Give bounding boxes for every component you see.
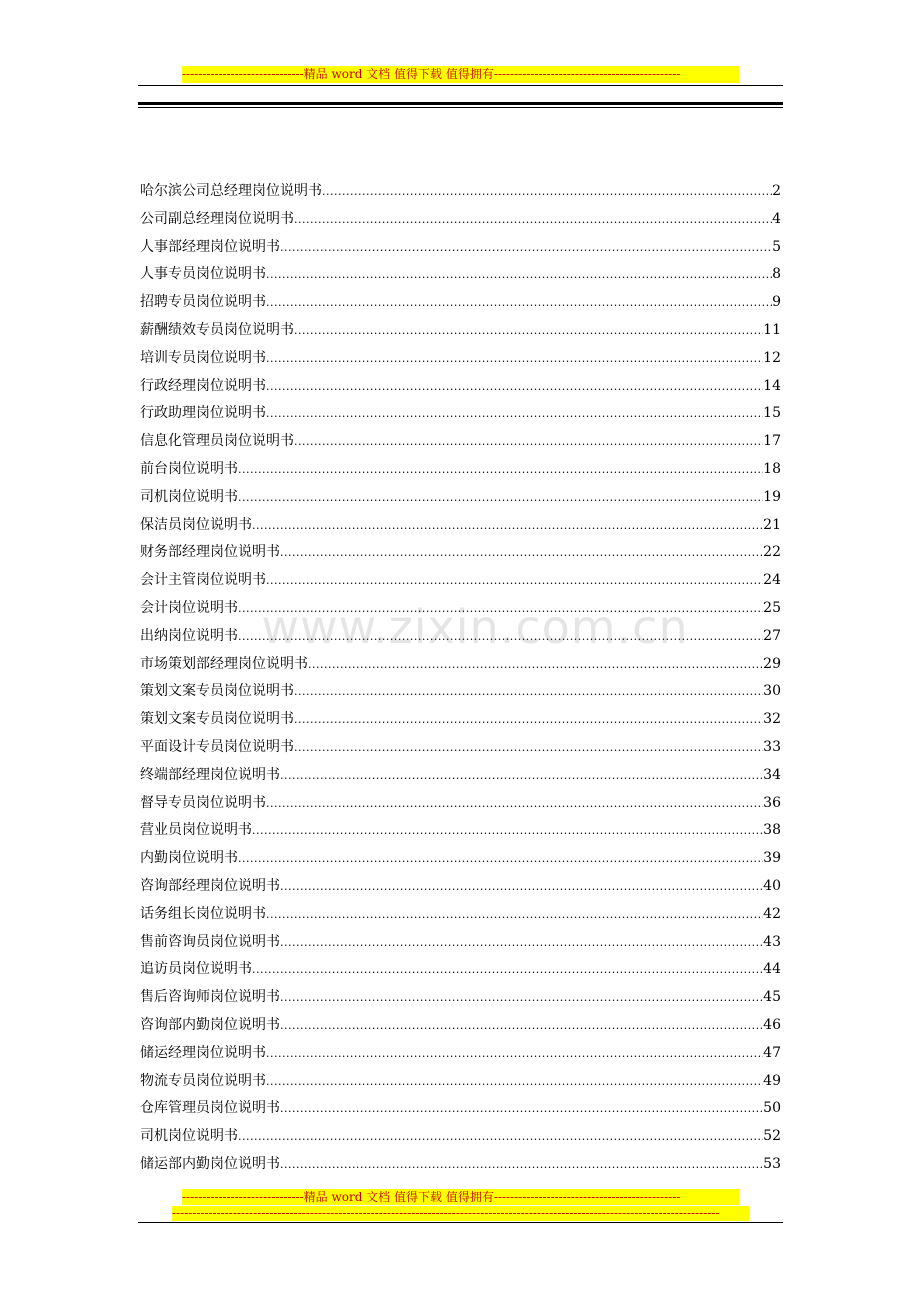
toc-entry-title[interactable]: 咨询部内勤岗位说明书 bbox=[140, 1016, 280, 1033]
toc-entry-title[interactable]: 培训专员岗位说明书 bbox=[140, 349, 266, 366]
toc-entry-title[interactable]: 营业员岗位说明书 bbox=[140, 822, 252, 839]
toc-entry-title[interactable]: 哈尔滨公司总经理岗位说明书 bbox=[140, 183, 322, 199]
toc-entry-title[interactable]: 司机岗位说明书 bbox=[140, 488, 238, 505]
toc-entry-page-number: 34 bbox=[763, 766, 781, 783]
toc-dot-leader bbox=[294, 317, 763, 345]
toc-dot-leader bbox=[308, 651, 763, 679]
toc-dot-leader bbox=[266, 345, 763, 373]
table-of-contents bbox=[140, 178, 781, 1179]
toc-entry-page-number: 25 bbox=[763, 599, 781, 616]
toc-entry-page-number: 21 bbox=[763, 516, 781, 533]
toc-entry-title[interactable]: 司机岗位说明书 bbox=[140, 1128, 238, 1145]
toc-dot-leader bbox=[238, 456, 763, 484]
toc-dot-leader bbox=[294, 678, 763, 706]
toc-dot-leader bbox=[294, 206, 772, 234]
toc-entry[interactable] bbox=[140, 929, 781, 957]
toc-entry[interactable] bbox=[140, 651, 781, 679]
toc-entry[interactable] bbox=[140, 567, 781, 595]
toc-entry[interactable] bbox=[140, 206, 781, 234]
header-banner: ------------------------------精品 word 文档 值得下载 值得拥有---------------------------------------------- bbox=[182, 66, 739, 83]
toc-entry-page-number: 4 bbox=[772, 210, 781, 227]
toc-entry-title[interactable]: 招聘专员岗位说明书 bbox=[140, 294, 266, 311]
footer-banner: ------------------------------精品 word 文档 值得下载 值得拥有---------------------------------------------- bbox=[182, 1189, 739, 1205]
toc-entry-title[interactable]: 人事部经理岗位说明书 bbox=[140, 238, 280, 255]
toc-dot-leader bbox=[280, 873, 763, 901]
toc-dot-leader bbox=[280, 929, 763, 957]
toc-dot-leader bbox=[266, 289, 772, 317]
header-rule-thick bbox=[138, 102, 783, 105]
toc-dot-leader bbox=[266, 261, 772, 289]
toc-dot-leader bbox=[238, 845, 763, 873]
toc-entry[interactable] bbox=[140, 873, 781, 901]
toc-entry-page-number: 53 bbox=[763, 1155, 781, 1172]
toc-entry-title[interactable]: 出纳岗位说明书 bbox=[140, 627, 238, 644]
toc-entry-title[interactable]: 售后咨询师岗位说明书 bbox=[140, 989, 280, 1006]
toc-entry[interactable] bbox=[140, 1012, 781, 1040]
toc-entry-page-number: 32 bbox=[763, 711, 781, 728]
toc-entry-title[interactable]: 售前咨询员岗位说明书 bbox=[140, 933, 280, 950]
toc-dot-leader bbox=[280, 762, 763, 790]
toc-dot-leader bbox=[252, 817, 763, 845]
toc-entry[interactable] bbox=[140, 956, 781, 984]
toc-entry-title[interactable]: 行政助理岗位说明书 bbox=[140, 405, 266, 422]
toc-entry[interactable] bbox=[140, 512, 781, 540]
toc-entry-page-number: 50 bbox=[763, 1100, 781, 1117]
toc-entry[interactable] bbox=[140, 595, 781, 623]
toc-entry-title[interactable]: 督导专员岗位说明书 bbox=[140, 794, 266, 811]
toc-entry[interactable] bbox=[140, 1068, 781, 1096]
header-rule-top bbox=[138, 85, 783, 86]
toc-entry[interactable] bbox=[140, 984, 781, 1012]
toc-entry-page-number: 42 bbox=[763, 905, 781, 922]
toc-dot-leader bbox=[266, 373, 763, 401]
toc-entry-page-number: 49 bbox=[763, 1072, 781, 1089]
toc-entry-page-number: 18 bbox=[763, 460, 781, 477]
toc-entry-page-number: 24 bbox=[763, 572, 781, 589]
header-rule-bottom bbox=[138, 107, 783, 108]
toc-entry[interactable] bbox=[140, 484, 781, 512]
toc-entry[interactable] bbox=[140, 317, 781, 345]
toc-entry[interactable] bbox=[140, 1095, 781, 1123]
toc-entry[interactable] bbox=[140, 790, 781, 818]
toc-entry-page-number: 27 bbox=[763, 627, 781, 644]
toc-entry-title[interactable]: 内勤岗位说明书 bbox=[140, 850, 238, 867]
footer-rule bbox=[138, 1222, 783, 1223]
toc-dot-leader bbox=[266, 1068, 763, 1096]
toc-entry-title[interactable]: 储运经理岗位说明书 bbox=[140, 1044, 266, 1061]
toc-entry[interactable] bbox=[140, 1123, 781, 1151]
toc-entry-page-number: 22 bbox=[763, 544, 781, 561]
toc-entry[interactable] bbox=[140, 456, 781, 484]
toc-dot-leader bbox=[280, 539, 763, 567]
toc-dot-leader bbox=[280, 234, 772, 262]
toc-entry-title[interactable]: 话务组长岗位说明书 bbox=[140, 905, 266, 922]
toc-dot-leader bbox=[280, 1151, 763, 1179]
toc-entry-title[interactable]: 策划文案专员岗位说明书 bbox=[140, 683, 294, 700]
toc-entry-page-number: 38 bbox=[763, 822, 781, 839]
toc-entry-title[interactable]: 物流专员岗位说明书 bbox=[140, 1072, 266, 1089]
toc-entry[interactable] bbox=[140, 678, 781, 706]
toc-entry-page-number: 12 bbox=[763, 349, 781, 366]
toc-entry-title[interactable]: 追访员岗位说明书 bbox=[140, 961, 252, 978]
toc-entry[interactable] bbox=[140, 234, 781, 262]
toc-entry-page-number: 17 bbox=[763, 433, 781, 450]
toc-entry[interactable] bbox=[140, 817, 781, 845]
toc-dot-leader bbox=[238, 484, 763, 512]
toc-entry-title[interactable]: 公司副总经理岗位说明书 bbox=[140, 210, 294, 227]
toc-entry[interactable] bbox=[140, 762, 781, 790]
toc-entry-title[interactable]: 财务部经理岗位说明书 bbox=[140, 544, 280, 561]
toc-dot-leader bbox=[294, 706, 763, 734]
toc-entry[interactable] bbox=[140, 706, 781, 734]
toc-entry-title[interactable]: 市场策划部经理岗位说明书 bbox=[140, 655, 308, 672]
toc-dot-leader bbox=[238, 623, 763, 651]
toc-entry-page-number: 14 bbox=[763, 377, 781, 394]
toc-entry-title[interactable]: 储运部内勤岗位说明书 bbox=[140, 1155, 280, 1172]
toc-entry-page-number: 11 bbox=[763, 321, 781, 338]
toc-dot-leader bbox=[322, 178, 772, 206]
toc-dot-leader bbox=[266, 790, 763, 818]
toc-entry-page-number: 44 bbox=[763, 961, 781, 978]
toc-entry[interactable] bbox=[140, 345, 781, 373]
toc-entry[interactable] bbox=[140, 178, 781, 206]
toc-entry[interactable] bbox=[140, 845, 781, 873]
toc-dot-leader bbox=[266, 400, 763, 428]
toc-entry-title[interactable]: 保洁员岗位说明书 bbox=[140, 516, 252, 533]
toc-entry-page-number: 39 bbox=[763, 850, 781, 867]
toc-entry[interactable] bbox=[140, 539, 781, 567]
toc-entry[interactable] bbox=[140, 901, 781, 929]
toc-entry-page-number: 8 bbox=[772, 266, 781, 283]
toc-entry-title[interactable]: 前台岗位说明书 bbox=[140, 460, 238, 477]
toc-entry[interactable] bbox=[140, 373, 781, 401]
toc-entry-page-number: 9 bbox=[772, 294, 781, 311]
toc-entry[interactable] bbox=[140, 428, 781, 456]
toc-dot-leader bbox=[266, 567, 763, 595]
toc-entry-page-number: 46 bbox=[763, 1016, 781, 1033]
toc-entry-page-number: 33 bbox=[763, 738, 781, 755]
footer-dashes: --------------------------------------------------------------------------------------------------------------------------------------- bbox=[172, 1206, 749, 1221]
toc-entry-page-number: 43 bbox=[763, 933, 781, 950]
toc-entry-title[interactable]: 策划文案专员岗位说明书 bbox=[140, 711, 294, 728]
toc-entry[interactable] bbox=[140, 734, 781, 762]
toc-dot-leader bbox=[280, 1012, 763, 1040]
toc-dot-leader bbox=[266, 1040, 763, 1068]
toc-entry-page-number: 36 bbox=[763, 794, 781, 811]
toc-dot-leader bbox=[238, 595, 763, 623]
toc-dot-leader bbox=[252, 512, 763, 540]
toc-dot-leader bbox=[294, 428, 763, 456]
toc-entry-title[interactable]: 会计主管岗位说明书 bbox=[140, 572, 266, 589]
toc-entry-page-number: 19 bbox=[763, 488, 781, 505]
toc-entry-title[interactable]: 行政经理岗位说明书 bbox=[140, 377, 266, 394]
toc-entry-title[interactable]: 会计岗位说明书 bbox=[140, 599, 238, 616]
toc-entry-title[interactable]: 薪酬绩效专员岗位说明书 bbox=[140, 321, 294, 338]
toc-dot-leader bbox=[294, 734, 763, 762]
toc-entry-page-number: 30 bbox=[763, 683, 781, 700]
toc-dot-leader bbox=[238, 1123, 763, 1151]
toc-entry-title[interactable]: 人事专员岗位说明书 bbox=[140, 266, 266, 283]
toc-entry[interactable] bbox=[140, 400, 781, 428]
toc-entry-page-number: 15 bbox=[763, 405, 781, 422]
toc-entry[interactable] bbox=[140, 1151, 781, 1179]
toc-dot-leader bbox=[252, 956, 763, 984]
toc-entry-title[interactable]: 平面设计专员岗位说明书 bbox=[140, 738, 294, 755]
toc-entry-page-number: 29 bbox=[763, 655, 781, 672]
toc-dot-leader bbox=[280, 984, 763, 1012]
toc-dot-leader bbox=[280, 1095, 763, 1123]
toc-entry-page-number: 47 bbox=[763, 1044, 781, 1061]
toc-dot-leader bbox=[266, 901, 763, 929]
toc-entry[interactable] bbox=[140, 261, 781, 289]
toc-entry-page-number: 5 bbox=[772, 238, 781, 255]
toc-entry-title[interactable]: 信息化管理员岗位说明书 bbox=[140, 433, 294, 450]
watermark: www.zixin.com.cn bbox=[261, 600, 689, 654]
toc-entry-page-number: 40 bbox=[763, 877, 781, 894]
toc-entry[interactable] bbox=[140, 1040, 781, 1068]
toc-entry-title[interactable]: 仓库管理员岗位说明书 bbox=[140, 1100, 280, 1117]
toc-entry-title[interactable]: 咨询部经理岗位说明书 bbox=[140, 877, 280, 894]
toc-entry-page-number: 2 bbox=[772, 183, 781, 199]
toc-entry[interactable] bbox=[140, 289, 781, 317]
toc-entry[interactable] bbox=[140, 623, 781, 651]
toc-entry-page-number: 45 bbox=[763, 989, 781, 1006]
toc-entry-page-number: 52 bbox=[763, 1128, 781, 1145]
toc-entry-title[interactable]: 终端部经理岗位说明书 bbox=[140, 766, 280, 783]
